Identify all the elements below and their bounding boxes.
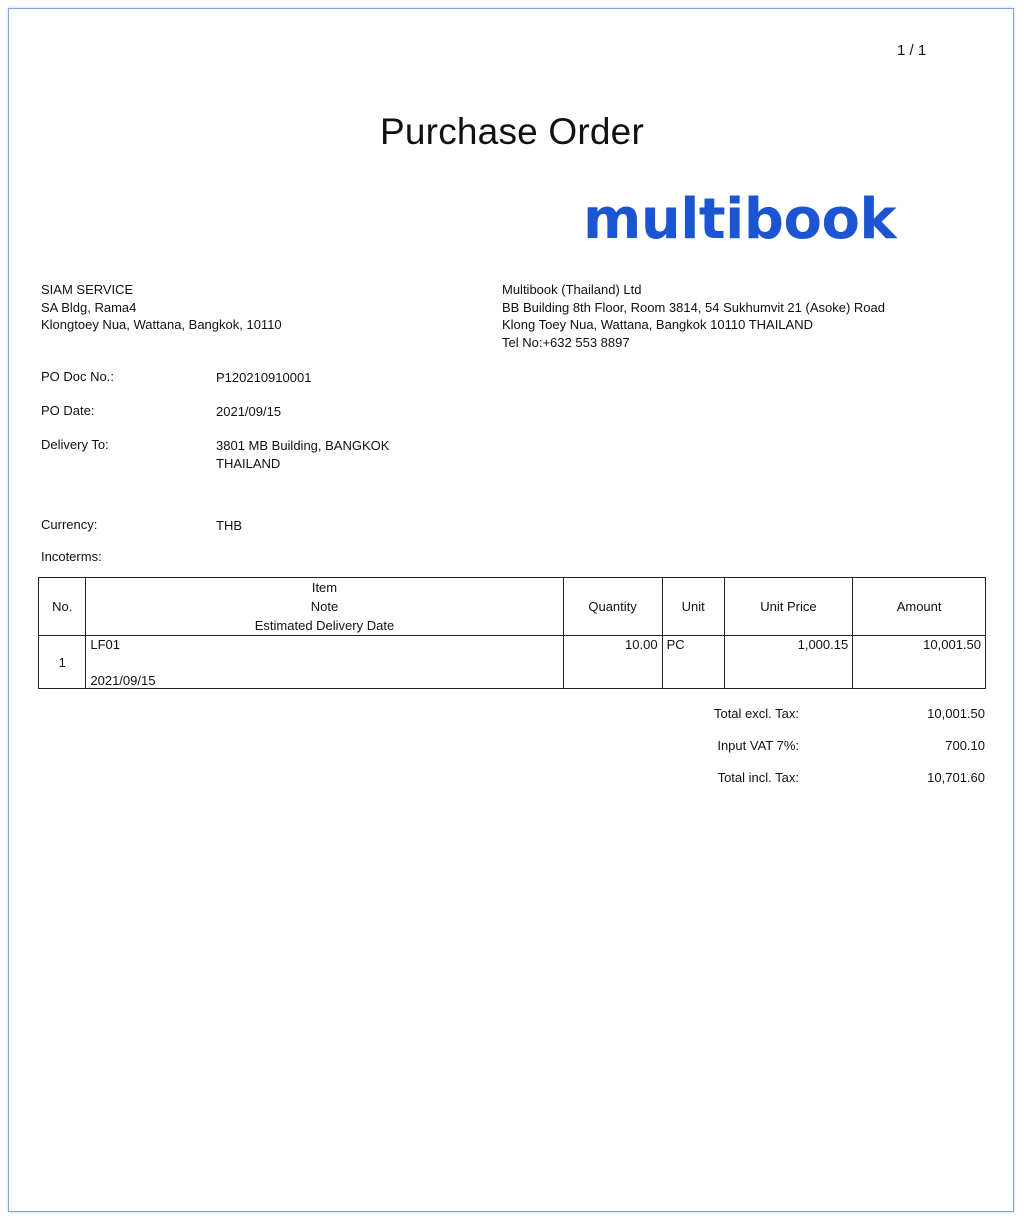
po-doc-no-label: PO Doc No.: — [41, 369, 114, 384]
delivery-to-line2: THAILAND — [216, 455, 281, 471]
table-row — [39, 636, 986, 689]
header-item — [86, 578, 563, 636]
header-unit-price: Unit Price — [724, 578, 853, 636]
total-incl-tax-label: Total incl. Tax: — [717, 770, 799, 785]
company-address — [502, 281, 885, 351]
table-header-row — [39, 578, 986, 636]
delivery-to-value — [216, 437, 389, 472]
delivery-to-line1: 3801 MB Building, BANGKOK — [216, 438, 390, 453]
po-date-value: 2021/09/15 — [216, 404, 282, 419]
total-incl-tax-value: 10,701.60 — [927, 770, 985, 785]
currency-value: THB — [216, 518, 242, 533]
row-item-cell — [86, 636, 563, 689]
vendor-name: SIAM SERVICE — [41, 282, 134, 297]
header-quantity: Quantity — [563, 578, 662, 636]
vendor-address-line1: SA Bldg, Rama4 — [41, 299, 137, 315]
total-excl-tax-label: Total excl. Tax: — [713, 706, 799, 721]
row-quantity: 10.00 — [563, 636, 662, 689]
company-address-line1: BB Building 8th Floor, Room 3814, 54 Sukhumvit 21 (Asoke) Road — [502, 299, 885, 315]
row-item: LF01 — [90, 637, 121, 652]
row-no: 1 — [39, 636, 86, 689]
header-item-label: Item — [311, 580, 338, 595]
header-note-label: Note — [310, 599, 339, 614]
header-amount: Amount — [853, 578, 986, 636]
page-indicator: 1 / 1 — [897, 42, 927, 59]
po-doc-no-value: P120210910001 — [216, 370, 312, 385]
items-table — [38, 577, 986, 689]
header-no: No. — [39, 578, 86, 636]
input-vat-value: 700.10 — [945, 738, 985, 753]
row-unit: PC — [662, 636, 724, 689]
po-date-label: PO Date: — [41, 403, 95, 418]
company-name: Multibook (Thailand) Ltd — [502, 282, 642, 297]
vendor-address-line2: Klongtoey Nua, Wattana, Bangkok, 10110 — [41, 317, 282, 332]
row-est-date: 2021/09/15 — [90, 673, 156, 688]
company-logo: multibook — [583, 187, 897, 252]
document-page — [8, 8, 1014, 1212]
header-unit: Unit — [662, 578, 724, 636]
row-unit-price: 1,000.15 — [724, 636, 853, 689]
company-tel: Tel No:+632 553 8897 — [502, 334, 630, 350]
incoterms-label: Incoterms: — [41, 549, 102, 564]
total-excl-tax-value: 10,001.50 — [927, 706, 985, 721]
page-title: Purchase Order — [380, 111, 644, 152]
vendor-address — [41, 281, 282, 334]
row-amount: 10,001.50 — [853, 636, 986, 689]
header-est-date-label: Estimated Delivery Date — [254, 618, 395, 633]
company-address-line2: Klong Toey Nua, Wattana, Bangkok 10110 THAILAND — [502, 317, 813, 332]
input-vat-label: Input VAT 7%: — [717, 738, 799, 753]
delivery-to-label: Delivery To: — [41, 437, 109, 452]
currency-label: Currency: — [41, 517, 98, 532]
